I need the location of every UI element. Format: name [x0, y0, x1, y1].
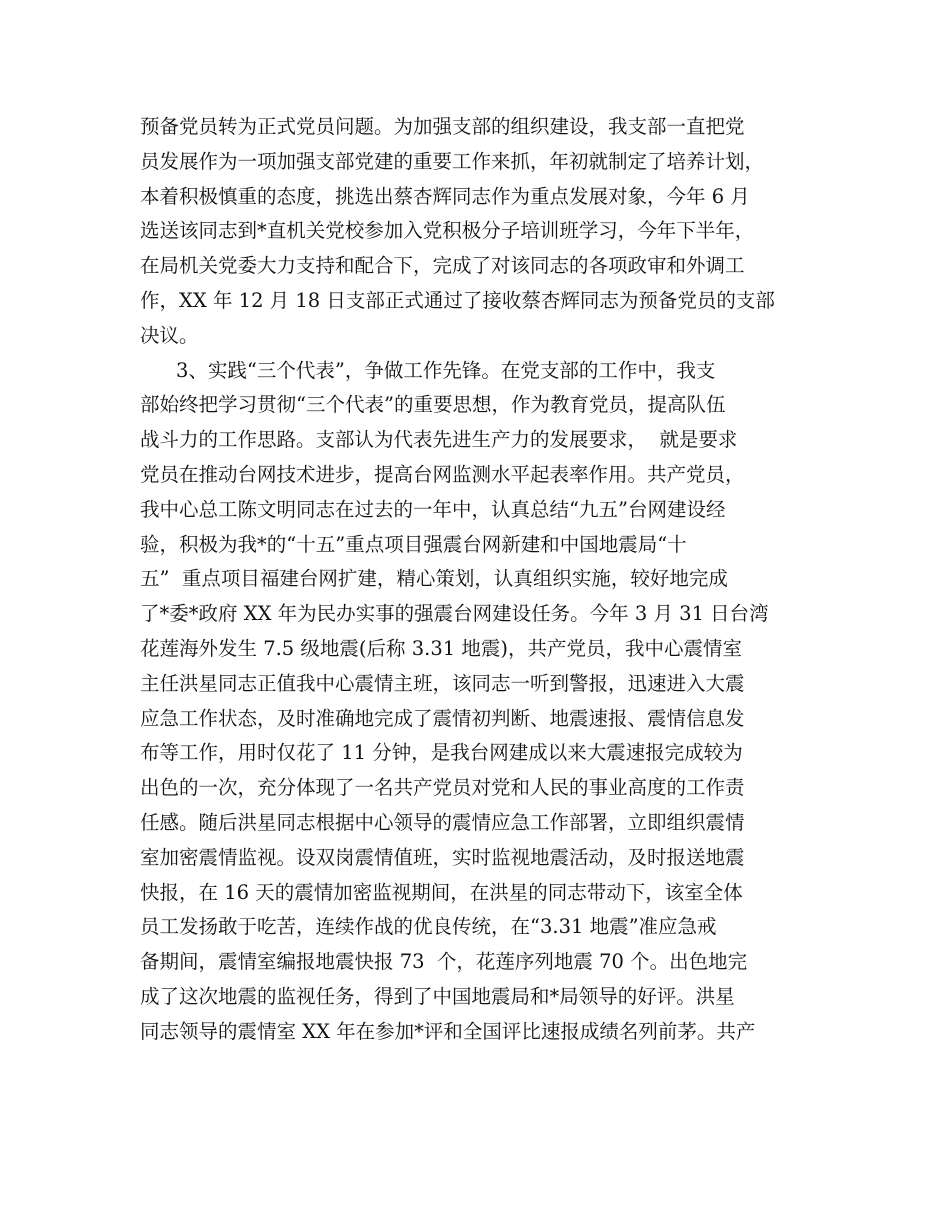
- text-line: 同志领导的震情室 XX 年在参加*评和全国评比速报成绩名列前茅。共产: [140, 1019, 756, 1043]
- text-line: 员发展作为一项加强支部党建的重要工作来抓，年初就制定了培养计划，: [140, 149, 765, 173]
- text-line: 选送该同志到*直机关党校参加入党积极分子培训班学习，今年下半年，: [140, 219, 755, 243]
- text-line: 备期间，震情室编报地震快报 73 个，花莲序列地震 70 个。出色地完: [140, 950, 748, 974]
- text-line: 决议。: [140, 323, 199, 347]
- text-line: 本着积极慎重的态度，挑选出蔡杏辉同志作为重点发展对象，今年 6 月: [140, 184, 750, 208]
- text-line: 验，积极为我*的“十五”重点项目强震台网新建和中国地震局“十: [140, 532, 687, 556]
- text-line: 成了这次地震的监视任务，得到了中国地震局和*局领导的好评。洪星: [140, 984, 735, 1008]
- text-line: 应急工作状态，及时准确地完成了震情初判断、地震速报、震情信息发: [140, 706, 745, 730]
- body-text: [140, 110, 820, 1050]
- paragraph-first-line: 3、实践“三个代表”，争做工作先锋。在党支部的工作中，我支: [176, 358, 716, 382]
- text-line: 党员在推动台网技术进步，提高台网监测水平起表率作用。共产党员，: [140, 462, 745, 486]
- text-line: 花莲海外发生 7.5 级地震(后称 3.31 地震)，共产党员，我中心震情室: [140, 636, 742, 660]
- text-line: 主任洪星同志正值我中心震情主班，该同志一听到警报，迅速进入大震: [140, 671, 745, 695]
- text-line: 员工发扬敢于吃苦，连续作战的优良传统，在“3.31 地震”准应急戒: [140, 915, 717, 939]
- text-line: 在局机关党委大力支持和配合下，完成了对该同志的各项政审和外调工: [140, 254, 745, 278]
- text-line: 室加密震情监视。设双岗震情值班，实时监视地震活动，及时报送地震: [140, 845, 745, 869]
- text-line: 预备党员转为正式党员问题。为加强支部的组织建设，我支部一直把党: [140, 115, 745, 138]
- text-line: 了*委*政府 XX 年为民办实事的强震台网建设任务。今年 3 月 31 日台湾: [140, 602, 769, 626]
- text-line: 快报，在 16 天的震情加密监视期间，在洪星的同志带动下，该室全体: [140, 880, 743, 904]
- text-line: 出色的一次，充分体现了一名共产党员对党和人民的事业高度的工作责: [140, 776, 745, 800]
- text-line: 我中心总工陈文明同志在过去的一年中，认真总结“九五”台网建设经: [140, 497, 726, 521]
- text-line: 作，XX 年 12 月 18 日支部正式通过了接收蔡杏辉同志为预备党员的支部: [140, 288, 775, 312]
- text-line: 布等工作，用时仅花了 11 分钟，是我台网建成以来大震速报完成较为: [140, 741, 743, 765]
- text-line: 任感。随后洪星同志根据中心领导的震情应急工作部署，立即组织震情: [140, 810, 745, 834]
- text-line: 战斗力的工作思路。支部认为代表先进生产力的发展要求， 就是要求: [140, 428, 738, 452]
- text-line: 五” 重点项目福建台网扩建，精心策划，认真组织实施，较好地完成: [140, 567, 728, 591]
- text-line: 部始终把学习贯彻“三个代表”的重要思想，作为教育党员，提高队伍: [140, 393, 726, 417]
